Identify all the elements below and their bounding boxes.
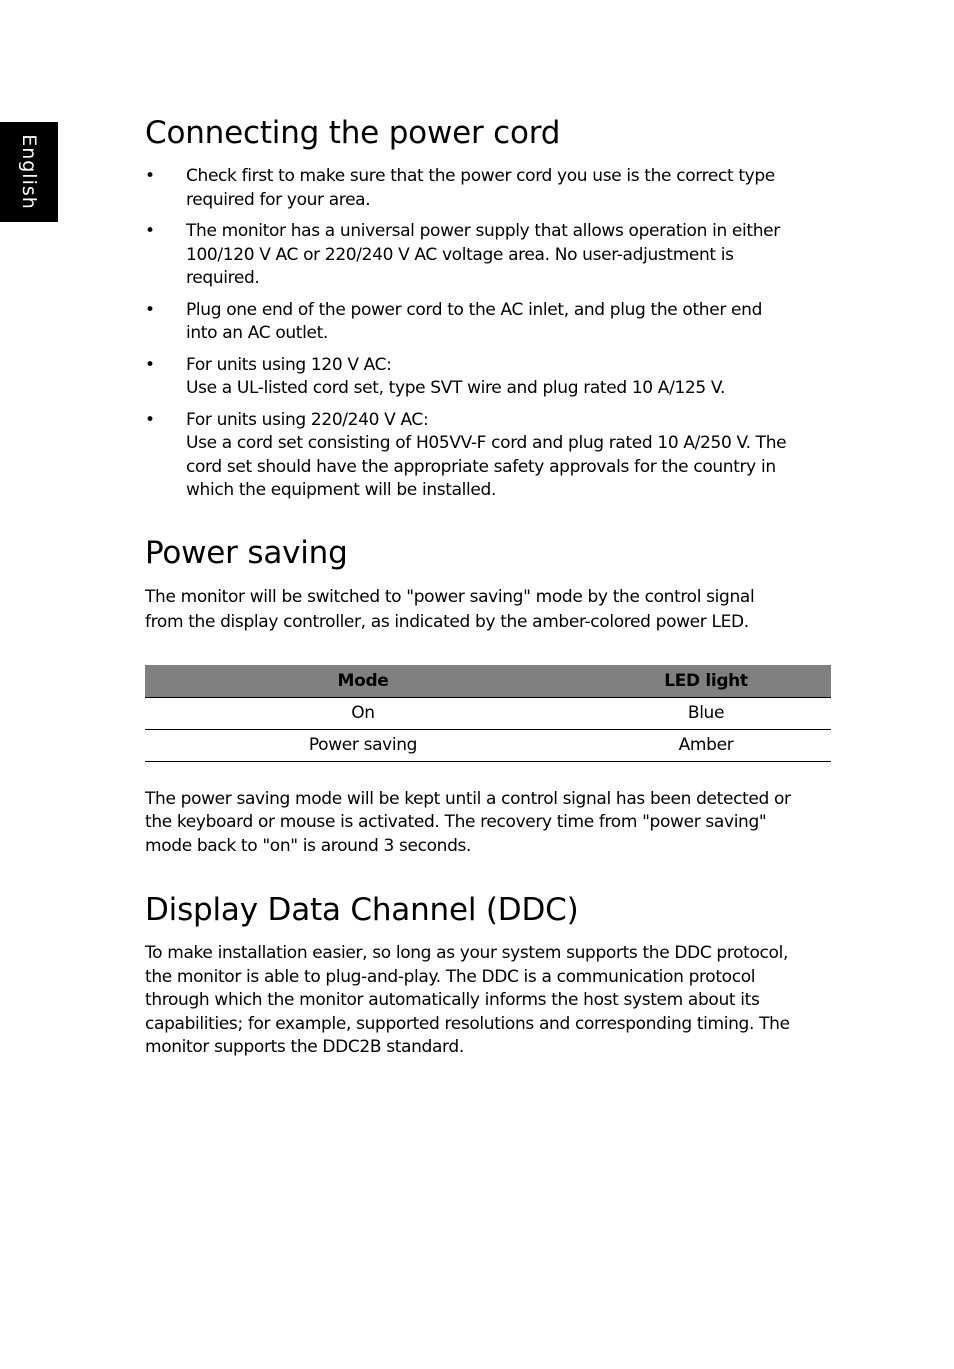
power-saving-heading: Power saving [145, 534, 348, 571]
bullet-line: required for your area. [186, 189, 371, 210]
paragraph-line: monitor supports the DDC2B standard. [145, 1037, 464, 1057]
table-cell-mode: On [145, 697, 581, 729]
paragraph-line: the monitor is able to plug-and-play. The DDC is a communication protocol [145, 966, 756, 987]
ddc-heading: Display Data Channel (DDC) [145, 892, 579, 928]
led-mode-table [145, 665, 831, 762]
bullet-line: Use a cord set consisting of H05VV-F cord and plug rated 10 A/250 V. The [186, 433, 787, 453]
bullet-line: For units using 220/240 V AC: [186, 409, 429, 430]
table-cell-mode: Power saving [145, 729, 581, 761]
bullet-dot: • [145, 354, 156, 375]
table-cell-led: Amber [581, 729, 831, 761]
bullet-dot: • [145, 166, 156, 186]
bullet-item [145, 220, 831, 291]
paragraph-line: the keyboard or mouse is activated. The recovery time from "power saving" [145, 812, 767, 832]
bullet-line: Plug one end of the power cord to the AC inlet, and plug the other end [186, 299, 763, 320]
paragraph-line: from the display controller, as indicated by the amber-colored power LED. [145, 611, 749, 632]
bullet-line: The monitor has a universal power supply that allows operation in either [186, 221, 780, 241]
bullet-line: For units using 120 V AC: [186, 354, 392, 375]
paragraph-line: through which the monitor automatically informs the host system about its [145, 990, 760, 1010]
table-header-led: LED light [581, 665, 831, 698]
bullet-line: which the equipment will be installed. [186, 480, 496, 500]
bullet-line: required. [186, 268, 260, 288]
table-header-mode: Mode [145, 665, 581, 698]
paragraph-line: The monitor will be switched to "power saving" mode by the control signal [145, 586, 755, 607]
power-saving-section [145, 532, 831, 859]
bullet-item [145, 409, 831, 503]
table-row [145, 697, 831, 729]
power-saving-outro [145, 788, 831, 859]
bullet-item [145, 299, 831, 346]
paragraph-line: mode back to "on" is around 3 seconds. [145, 835, 472, 856]
table-cell-led: Blue [581, 697, 831, 729]
paragraph-line: To make installation easier, so long as your system supports the DDC protocol, [145, 943, 789, 963]
ddc-body [145, 942, 831, 1060]
bullet-dot: • [145, 409, 156, 430]
ddc-section [145, 889, 831, 1060]
bullet-line: 100/120 V AC or 220/240 V AC voltage area. No user-adjustment is [186, 244, 734, 265]
bullet-item [145, 165, 831, 212]
power-cord-section [145, 112, 831, 503]
paragraph-line: capabilities; for example, supported resolutions and corresponding timing. The [145, 1013, 790, 1034]
page-content [145, 112, 831, 1060]
bullet-line: Check first to make sure that the power cord you use is the correct type [186, 166, 775, 186]
paragraph-line: The power saving mode will be kept until a control signal has been detected or [145, 788, 791, 809]
bullet-item [145, 354, 831, 401]
table-row [145, 729, 831, 761]
bullet-line: Use a UL-listed cord set, type SVT wire and plug rated 10 A/125 V. [186, 378, 726, 398]
bullet-dot: • [145, 221, 156, 241]
language-label: English [18, 134, 40, 210]
power-cord-bullet-list [145, 165, 831, 503]
bullet-dot: • [145, 299, 156, 320]
bullet-line: cord set should have the appropriate safety approvals for the country in [186, 456, 776, 477]
language-side-tab [0, 122, 58, 222]
power-saving-intro [145, 585, 831, 635]
bullet-line: into an AC outlet. [186, 323, 328, 343]
power-cord-heading: Connecting the power cord [145, 115, 561, 151]
table-header-row [145, 665, 831, 698]
